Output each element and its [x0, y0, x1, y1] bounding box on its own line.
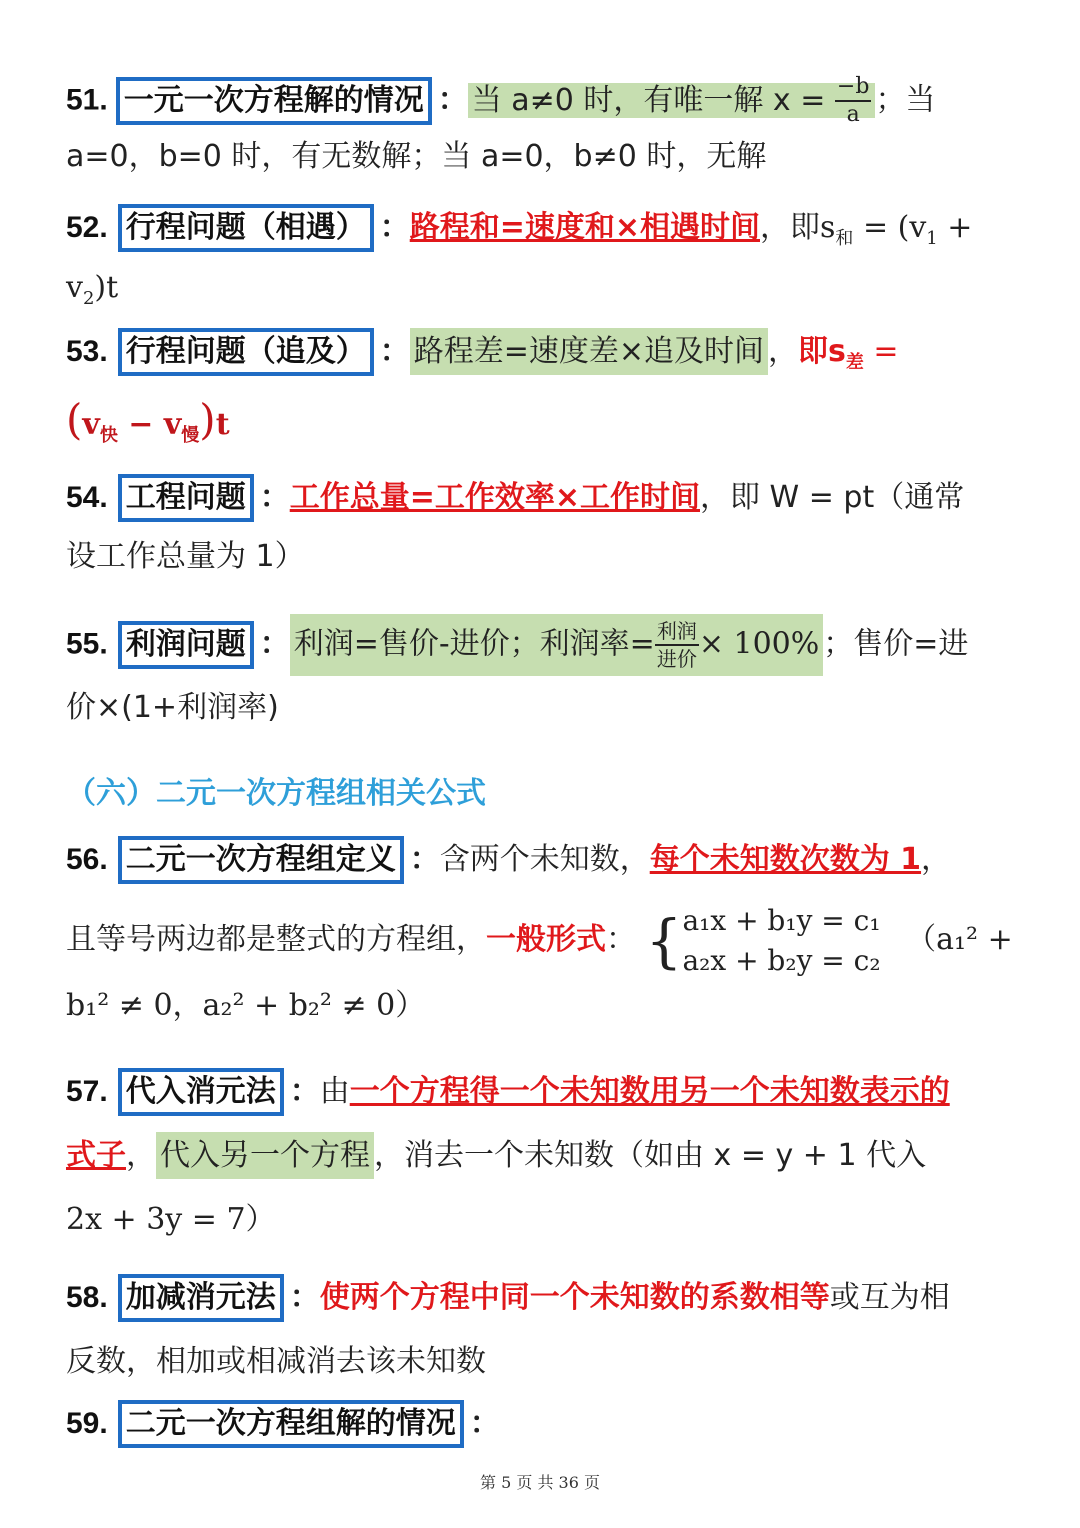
colon: ：	[379, 334, 410, 369]
item-title-box: 利润问题	[118, 621, 254, 669]
colon: ：	[379, 210, 410, 245]
paren-close: )	[199, 395, 216, 444]
item-55-line1	[66, 614, 1040, 676]
item-number: 57.	[66, 1075, 108, 1108]
math-s: s	[820, 210, 836, 245]
item-52-line2	[66, 266, 1040, 321]
math-sub: 1	[926, 228, 938, 249]
item-52-line1	[66, 204, 1040, 261]
item-number: 54.	[66, 481, 108, 514]
math-formula	[820, 210, 973, 249]
item-title-box: 行程问题（相遇）	[118, 204, 374, 252]
text: 或互为相	[829, 1280, 950, 1315]
equation-1: a₁x + b₁y = c₁	[682, 903, 881, 937]
item-56-line3: b₁² ≠ 0，a₂² + b₂² ≠ 0）	[66, 988, 426, 1023]
text: ，	[126, 1138, 156, 1173]
math-eq: = (v	[853, 210, 927, 245]
item-54-line2: 设工作总量为 1）	[66, 539, 305, 574]
item-number: 51.	[66, 83, 108, 117]
text: ，	[768, 334, 798, 369]
text: ，消去一个未知数（如由 x = y + 1 代入	[374, 1138, 927, 1173]
math-tail: （a₁² +	[906, 922, 1013, 957]
item-51-line1	[66, 74, 1040, 128]
formula-percent: × 100%	[698, 626, 820, 662]
item-57-line3: 2x + 3y = 7）	[66, 1202, 276, 1237]
equation-system	[682, 901, 880, 981]
red-eq: =	[863, 334, 899, 369]
item-number: 52.	[66, 211, 108, 244]
math-sub: 和	[835, 228, 854, 249]
math-minus: − v	[117, 407, 182, 442]
page-footer: 第 5 页 共 36 页	[480, 1473, 600, 1492]
red-text: 一般形式	[486, 922, 606, 957]
text: 由	[319, 1074, 350, 1109]
equation-2: a₂x + b₂y = c₂	[682, 943, 881, 977]
text: 含两个未知数，	[439, 842, 650, 877]
text: 且等号两边都是整式的方程组，	[66, 922, 486, 957]
item-51-line2: a=0，b=0 时，有无数解；当 a=0，b≠0 时，无解	[66, 139, 767, 174]
fraction-numerator: 利润	[655, 618, 699, 646]
item-number: 53.	[66, 335, 108, 368]
brace-icon: {	[645, 906, 683, 975]
item-title-box: 工程问题	[118, 474, 254, 522]
colon: ：	[259, 480, 290, 515]
red-formula: 路程和=速度和×相遇时间	[409, 210, 760, 245]
math-sub: 2	[82, 288, 95, 309]
fraction	[655, 618, 699, 672]
red-formula: 使两个方程中同一个未知数的系数相等	[319, 1280, 830, 1315]
text: ；售价=进	[823, 626, 969, 662]
item-58-line2: 反数，相加或相减消去该未知数	[66, 1344, 486, 1379]
red-formula: 工作总量=工作效率×工作时间	[289, 480, 700, 515]
math-v: v	[66, 270, 83, 305]
item-58-line1	[66, 1274, 1040, 1322]
red-sub: 差	[845, 352, 864, 373]
item-57-line2	[66, 1134, 1040, 1178]
formula-text: 当 a≠0 时，有唯一解 x =	[471, 82, 835, 118]
item-53-line1	[66, 328, 1040, 385]
text: ，	[921, 842, 952, 877]
colon: ：	[259, 626, 290, 662]
math-v: v	[82, 407, 100, 442]
fraction-denominator: a	[846, 102, 860, 127]
text: ；当	[875, 82, 936, 118]
highlight-formula	[290, 614, 824, 676]
item-title-box: 二元一次方程组定义	[118, 836, 404, 884]
item-number: 59.	[66, 1407, 108, 1440]
fraction-denominator: 进价	[656, 647, 697, 671]
text: ，即	[760, 210, 820, 245]
item-59-line1	[66, 1400, 1040, 1448]
red-formula	[798, 334, 899, 373]
red-formula: 一个方程得一个未知数用另一个未知数表示的	[349, 1074, 950, 1109]
highlight-text: 代入另一个方程	[156, 1132, 374, 1179]
item-title-box: 一元一次方程解的情况	[116, 77, 432, 125]
paren-open: (	[66, 395, 83, 444]
text: ，即 W = pt（通常	[700, 480, 965, 515]
red-formula: 式子	[66, 1138, 126, 1173]
item-56-line1	[66, 836, 1040, 884]
red-text: 即s	[798, 334, 846, 369]
fraction-numerator: −b	[835, 74, 872, 102]
item-57-line1	[66, 1068, 1040, 1116]
item-53-line2	[66, 395, 1040, 458]
highlight-formula: 路程差=速度差×追及时间	[410, 328, 768, 375]
fraction	[835, 74, 872, 128]
math-sub: 快	[99, 425, 118, 446]
red-formula: 每个未知数次数为 1	[649, 842, 922, 877]
item-number: 58.	[66, 1281, 108, 1314]
math-t: t	[215, 407, 230, 442]
item-56-line2	[66, 898, 1040, 982]
highlight-formula	[468, 74, 876, 127]
colon: ：	[437, 82, 468, 118]
item-number: 55.	[66, 627, 108, 661]
item-title-box: 二元一次方程组解的情况	[118, 1400, 464, 1448]
math-sub: 慢	[181, 425, 200, 446]
item-55-line2: 价×(1+利润率)	[66, 690, 279, 725]
colon: ：	[289, 1074, 320, 1109]
colon: ：	[289, 1280, 320, 1315]
colon: ：	[469, 1406, 500, 1441]
item-54-line1	[66, 474, 1040, 522]
item-title-box: 代入消元法	[118, 1068, 284, 1116]
math-t: )t	[94, 270, 119, 305]
item-title-box: 行程问题（追及）	[118, 328, 374, 376]
item-number: 56.	[66, 843, 108, 876]
colon: ：	[606, 922, 636, 957]
colon: ：	[409, 842, 440, 877]
formula-text: 利润=售价-进价；利润率=	[293, 626, 655, 662]
section-heading: （六）二元一次方程组相关公式	[66, 776, 486, 811]
math-plus: +	[937, 210, 973, 245]
item-title-box: 加减消元法	[118, 1274, 284, 1322]
